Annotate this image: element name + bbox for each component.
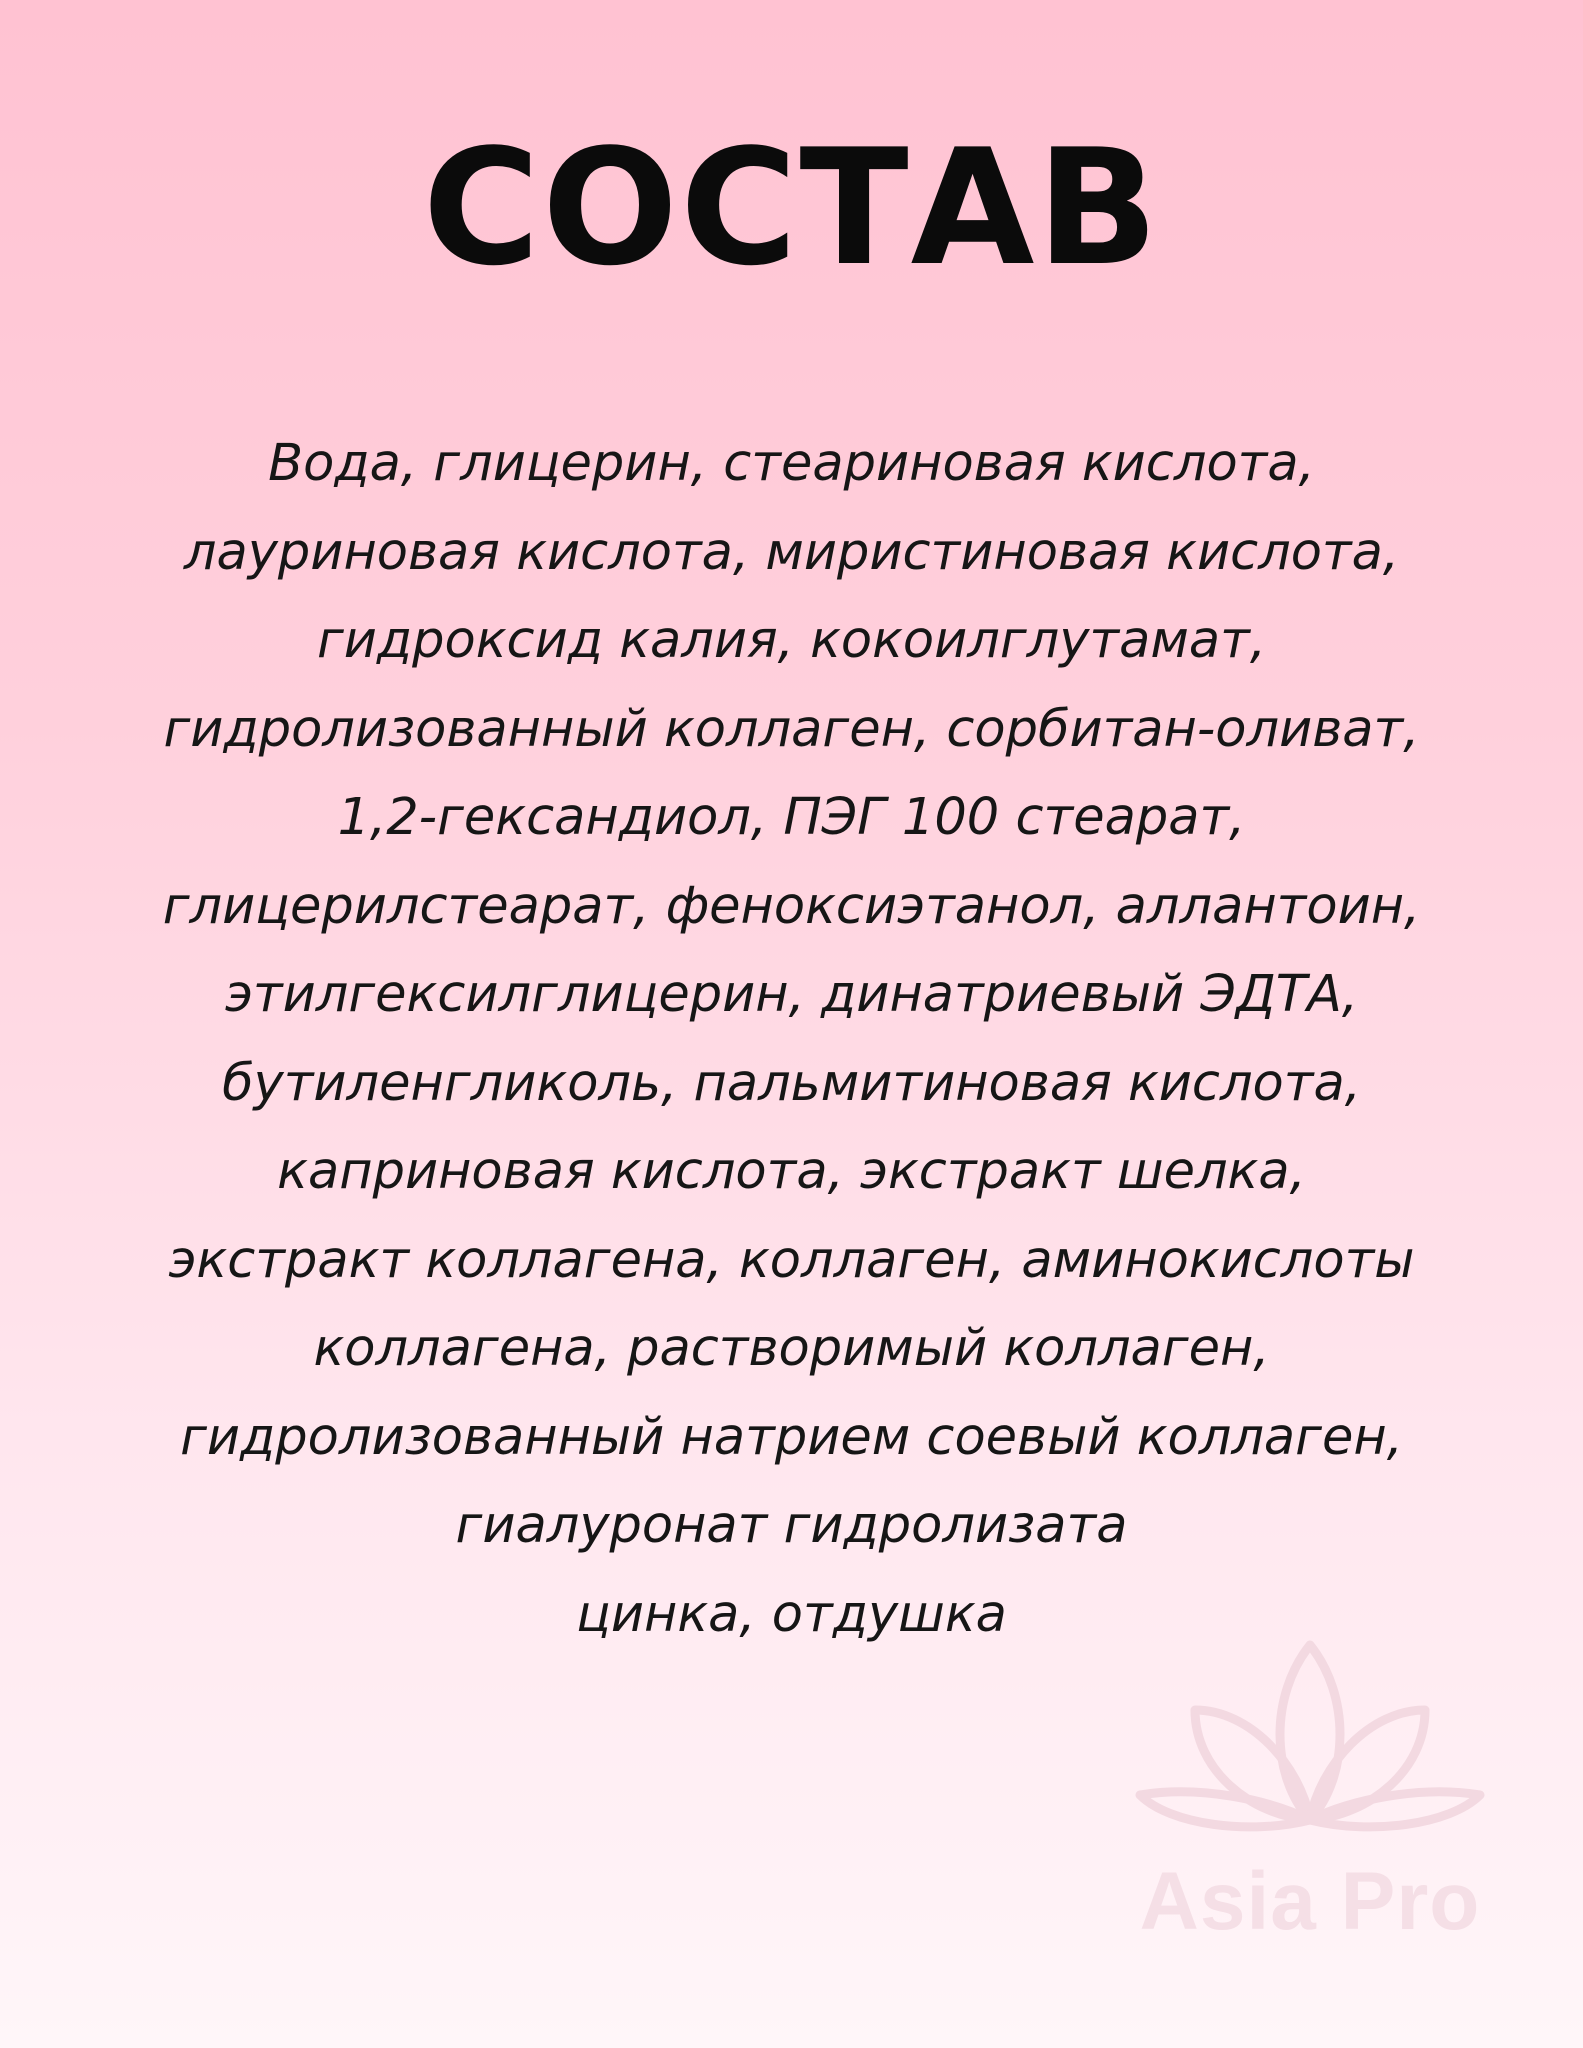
ingredients-line: цинка, отдушка	[576, 1584, 1007, 1644]
lotus-icon	[1100, 1625, 1520, 1865]
ingredients-line: каприновая кислота, экстракт шелка,	[277, 1142, 1306, 1201]
watermark-text: Asia Pro	[1139, 1856, 1481, 1947]
ingredients-list	[40, 420, 1543, 1659]
page-title: СОСТАВ	[422, 114, 1161, 301]
ingredients-line: гидроксид калия, кокоилглутамат,	[316, 611, 1267, 670]
ingredients-line: Вода, глицерин, стеариновая кислота,	[268, 434, 1315, 493]
ingredients-line: гиалуронат гидролизата	[455, 1496, 1128, 1555]
ingredients-line: 1,2-гександиол, ПЭГ 100 стеарат,	[337, 788, 1246, 847]
brand-watermark	[1100, 1625, 1520, 1965]
ingredients-line: гидролизованный натрием соевый коллаген,	[180, 1407, 1403, 1467]
ingredients-line: экстракт коллагена, коллаген, аминокислоты	[168, 1230, 1415, 1290]
ingredients-line: лауриновая кислота, миристиновая кислота,	[183, 522, 1400, 582]
ingredients-line: бутиленгликоль, пальмитиновая кислота,	[222, 1053, 1361, 1113]
ingredients-line: коллагена, растворимый коллаген,	[313, 1319, 1270, 1378]
ingredients-line: этилгексилглицерин, динатриевый ЭДТА,	[224, 965, 1359, 1024]
ingredients-line: гидролизованный коллаген, сорбитан-оливат,	[163, 699, 1420, 759]
ingredients-line: глицерилстеарат, феноксиэтанол, аллантоин,	[162, 876, 1421, 936]
